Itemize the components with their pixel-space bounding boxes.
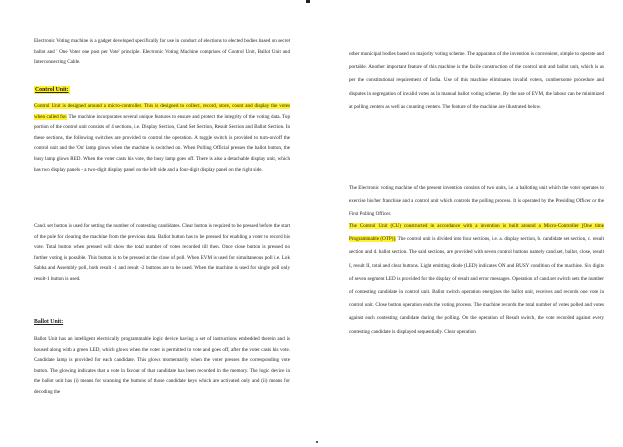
- control-unit-cu-highlight: The Control Unit (CU) constructed in accordance with a invention is built around a Micro-Controller [One time Programmable (OTP)].: [349, 223, 604, 243]
- left-column: [34, 0, 290, 447]
- intro-paragraph: Electronic Voting machine is a gadget developed specifically for use in conduct of elections to elected bodies based on secret ballot and ' One Voter one post per Vote' principle. Electronic Voting Machine comprises of Control Unit, Ballot Unit and Interconnecting Cable.: [34, 38, 290, 66]
- right-paragraph-3: [349, 220, 604, 339]
- right-paragraph-2: The Electronic voting machine of the present invention consists of two units, i.e. a balloting unit which the voter operates to exercise his/her franchise and a control unit which controls the polling process. It is operated by the Presiding Officer or the First Polling Officer.: [349, 185, 604, 218]
- right-column: [349, 0, 604, 447]
- right-paragraph-1: other municipal bodies based on majority voting scheme. The apparatus of the invention is convenient, simple to operate and portable. Another important feature of this machine is the facile construction of the control unit and ballot unit, which is as per the constitutional requirement of India. Use of this machine eliminates invalid voters, cumbersome procedure and disputes in segregation of invalid votes as in manual ballot voting scheme. By the use of EVM, the labour can be minimized at polling centers as well as counting centers. The feature of the machine are illustrated below.: [349, 51, 604, 110]
- right-paragraph-3-text: The control unit is divided into four sections, i.e. a. display section, b. candidate set section, c. result section and d. ballot section. The said sections, are provided with seven control buttons namely cand.set, ballot, close, result I, result II, total and clear buttons. Light emitting diode (LED) indicates ON and BUSY condition of the machine. Six digits of seven segment LED is provided for the display of result and error messages. Operation of cand.set switch sets the number of contesting candidate in control unit. Ballot switch operation energizes the ballot unit, receives and records one vote in control unit. Close button operation ends the voting process. The machine records the total number of votes polled and votes against each contesting candidate during the polling. On the operation of Result switch, the vote recorded against every contesting candidate is displayed sequentially. Clear operation: [349, 236, 604, 335]
- cand-set-paragraph: Cand. set button is used for setting the number of contesting candidates. Clear button is required to be pressed before the start of the pole for clearing the machine from the previous data. Ballot button has to be pressed for enabling a voter to record his vote. Total button when pressed will show the total number of votes recorded till then. Once close button is pressed no further voting is possible. This button is to be pressed at the close of poll. When EVM is used for simultaneous poll i.e. Lok Sabha and Assembly poll, both result -1 and result -2 buttons are to be used. When the machine is used for single poll only result-1 button is used.: [34, 223, 290, 282]
- scan-mark-top: [306, 0, 310, 3]
- control-unit-paragraph: [34, 101, 290, 175]
- ballot-unit-heading: Ballot Unit:: [34, 319, 64, 325]
- scan-mark-bottom: [316, 441, 318, 443]
- control-unit-highlight: Control Unit is designed around a micro-controller. This is designed to collect, record, store, count and display the votes when called for.: [34, 103, 290, 120]
- control-unit-text: The machine incorporates several unique features to ensure and protect the integrity of the voting data. Top portion of the control unit consists of 4 sections, i.e. Display Section, Cand Set Section, Result Section and Ballot Section. In these sections, the following switches are provided to control the operation. A toggle switch is provided to turn-on/off the control unit and the 'On' lamp glows when the machine is switched on. When Polling Official presses the ballot button, the busy lamp glows RED. When the voter casts his vote, the busy lamp goes off. There is also a detachable display unit, which has two display panels - a two-digit display panel on the left side and a four-digit display panel on the right side.: [34, 113, 290, 173]
- ballot-unit-paragraph: Ballot Unit has an intelligent electrically programmable logic device having a set of instructions embedded therein and is housed along with a green LED, which glows when the voter is permitted to vote and goes off, after the voter casts his vote. Candidate lamp is provided for each candidate. This glows momentarily when the voter presses the corresponding vote button. The glowing indicates that a vote in favour of that candidate has been recorded in the memory. The logic device in the ballot unit has (i) means for scanning the buttons of those candidate keys which are activated only and (ii) means for decoding the: [34, 336, 290, 395]
- control-unit-heading: Control Unit:: [35, 87, 69, 93]
